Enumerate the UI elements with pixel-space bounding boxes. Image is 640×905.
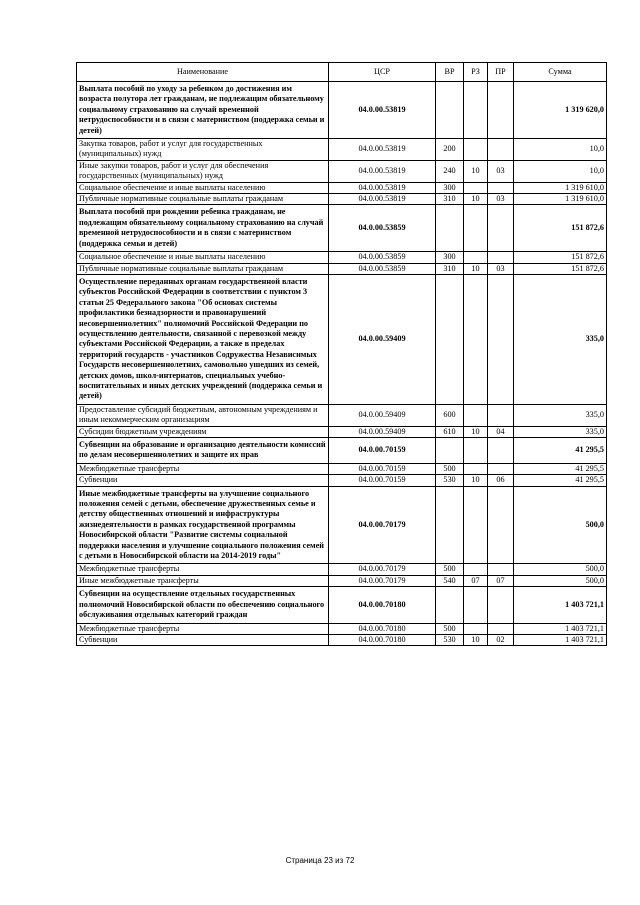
- cell-vr: 540: [436, 575, 464, 586]
- cell-name: Выплата пособий по уходу за ребенком до достижения им возраста полутора лет гражданам, не подлежащим обязательному социальному страхованию на случай временной нетрудоспособности и в связи с материнством (поддержка семьи и детей): [77, 82, 329, 139]
- cell-vr: 500: [436, 564, 464, 575]
- cell-vr: [436, 82, 464, 139]
- cell-name: Социальное обеспечение и иные выплаты населению: [77, 252, 329, 263]
- cell-rz: [464, 486, 488, 564]
- cell-pr: [488, 182, 514, 193]
- cell-csr: 04.0.00.53859: [329, 263, 436, 274]
- cell-pr: [488, 274, 514, 404]
- cell-pr: [488, 139, 514, 161]
- cell-name: Иные межбюджетные трансферты на улучшение социального положения семей с детьми, обеспечение дружественных семье и детству общественных отношений и инфраструктуры жизнедеятельности в рамках государственной программы Новосибирской области "Развитие системы социальной поддержки населения и улучшение социального положения семей с детьми в Новосибирской области на 2014-2019 годы": [77, 486, 329, 564]
- cell-sum: 1 403 721,1: [514, 623, 607, 634]
- table-row: [77, 426, 607, 437]
- cell-vr: 500: [436, 623, 464, 634]
- header-vr: ВР: [436, 63, 464, 82]
- cell-sum: 1 319 610,0: [514, 194, 607, 205]
- cell-pr: 03: [488, 160, 514, 182]
- table-row: [77, 274, 607, 404]
- cell-sum: 335,0: [514, 426, 607, 437]
- cell-name: Субвенции: [77, 475, 329, 486]
- cell-rz: [464, 404, 488, 426]
- cell-rz: [464, 139, 488, 161]
- cell-sum: 335,0: [514, 274, 607, 404]
- cell-pr: 03: [488, 194, 514, 205]
- cell-vr: [436, 486, 464, 564]
- cell-vr: 240: [436, 160, 464, 182]
- table-row: [77, 252, 607, 263]
- cell-sum: 41 295,5: [514, 475, 607, 486]
- header-name: Наименование: [77, 63, 329, 82]
- table-row: [77, 139, 607, 161]
- cell-pr: 03: [488, 263, 514, 274]
- cell-rz: [464, 205, 488, 252]
- cell-csr: 04.0.00.59409: [329, 404, 436, 426]
- cell-rz: 10: [464, 263, 488, 274]
- cell-csr: 04.0.00.53819: [329, 160, 436, 182]
- cell-csr: 04.0.00.59409: [329, 274, 436, 404]
- cell-sum: 1 403 721,1: [514, 634, 607, 645]
- cell-pr: 04: [488, 426, 514, 437]
- cell-vr: 530: [436, 475, 464, 486]
- cell-csr: 04.0.00.53819: [329, 139, 436, 161]
- cell-pr: 02: [488, 634, 514, 645]
- cell-name: Межбюджетные трансферты: [77, 463, 329, 474]
- cell-sum: 151 872,6: [514, 252, 607, 263]
- cell-pr: [488, 486, 514, 564]
- cell-csr: 04.0.00.53859: [329, 205, 436, 252]
- cell-rz: 10: [464, 426, 488, 437]
- cell-name: Публичные нормативные социальные выплаты гражданам: [77, 194, 329, 205]
- cell-name: Закупка товаров, работ и услуг для государственных (муниципальных) нужд: [77, 139, 329, 161]
- cell-vr: 200: [436, 139, 464, 161]
- cell-vr: 310: [436, 194, 464, 205]
- cell-rz: [464, 623, 488, 634]
- cell-name: Межбюджетные трансферты: [77, 623, 329, 634]
- table-row: [77, 463, 607, 474]
- cell-csr: 04.0.00.70159: [329, 475, 436, 486]
- cell-sum: 500,0: [514, 575, 607, 586]
- table-row: [77, 575, 607, 586]
- cell-name: Публичные нормативные социальные выплаты гражданам: [77, 263, 329, 274]
- cell-sum: 335,0: [514, 404, 607, 426]
- cell-name: Социальное обеспечение и иные выплаты населению: [77, 182, 329, 193]
- cell-pr: [488, 205, 514, 252]
- cell-pr: [488, 438, 514, 464]
- cell-name: Иные закупки товаров, работ и услуг для обеспечения государственных (муниципальных) нужд: [77, 160, 329, 182]
- cell-pr: [488, 404, 514, 426]
- cell-rz: [464, 564, 488, 575]
- cell-sum: 10,0: [514, 139, 607, 161]
- page-number: Страница 23 из 72: [285, 856, 355, 865]
- cell-csr: 04.0.00.70180: [329, 623, 436, 634]
- cell-csr: 04.0.00.53819: [329, 194, 436, 205]
- table-row: [77, 82, 607, 139]
- cell-sum: 500,0: [514, 486, 607, 564]
- cell-csr: 04.0.00.70159: [329, 438, 436, 464]
- table-row: [77, 194, 607, 205]
- cell-csr: 04.0.00.70179: [329, 564, 436, 575]
- cell-vr: 530: [436, 634, 464, 645]
- header-sum: Сумма: [514, 63, 607, 82]
- cell-rz: [464, 463, 488, 474]
- table-row: [77, 475, 607, 486]
- cell-sum: 41 295,5: [514, 463, 607, 474]
- cell-name: Выплата пособий при рождении ребенка гражданам, не подлежащим обязательному социальному страхованию на случай временной нетрудоспособности и в связи с материнством (поддержка семьи и детей): [77, 205, 329, 252]
- cell-rz: [464, 182, 488, 193]
- cell-vr: 500: [436, 463, 464, 474]
- cell-rz: [464, 587, 488, 623]
- table-row: [77, 182, 607, 193]
- cell-pr: 06: [488, 475, 514, 486]
- cell-sum: 10,0: [514, 160, 607, 182]
- table-row: [77, 438, 607, 464]
- cell-name: Иные межбюджетные трансферты: [77, 575, 329, 586]
- cell-sum: 151 872,6: [514, 263, 607, 274]
- cell-pr: [488, 587, 514, 623]
- cell-name: Субсидии бюджетным учреждениям: [77, 426, 329, 437]
- table-row: [77, 205, 607, 252]
- cell-sum: 151 872,6: [514, 205, 607, 252]
- header-rz: РЗ: [464, 63, 488, 82]
- cell-vr: [436, 587, 464, 623]
- cell-csr: 04.0.00.53819: [329, 82, 436, 139]
- cell-csr: 04.0.00.70179: [329, 575, 436, 586]
- cell-name: Межбюджетные трансферты: [77, 564, 329, 575]
- cell-name: Предоставление субсидий бюджетным, автономным учреждениям и иным некоммерческим организациям: [77, 404, 329, 426]
- cell-rz: 07: [464, 575, 488, 586]
- cell-vr: 300: [436, 182, 464, 193]
- table-row: [77, 263, 607, 274]
- cell-pr: [488, 463, 514, 474]
- cell-name: Субвенции на образование и организацию деятельности комиссий по делам несовершеннолетних и защите их прав: [77, 438, 329, 464]
- cell-rz: [464, 252, 488, 263]
- cell-name: Осуществление переданных органам государственной власти субъектов Российской Федерации в соответствии с пунктом 3 статьи 25 Федерального закона "Об основах системы профилактики безнадзорности и правонарушений несовершеннолетних" полномочий Российской Федерации по осуществлению деятельности, связанной с перевозкой между субъектами Российской Федерации, а также в пределах территорий государств - участников Содружества Независимых Государств несовершеннолетних, самовольно ушедших из семей, детских домов, школ-интернатов, специальных учебно-воспитательных и иных детских учреждений (поддержка семьи и детей): [77, 274, 329, 404]
- cell-sum: 41 295,5: [514, 438, 607, 464]
- table-row: [77, 623, 607, 634]
- cell-sum: 1 403 721,1: [514, 587, 607, 623]
- cell-pr: 07: [488, 575, 514, 586]
- cell-vr: [436, 205, 464, 252]
- table-row: [77, 160, 607, 182]
- header-pr: ПР: [488, 63, 514, 82]
- table-header-row: [77, 63, 607, 82]
- cell-csr: 04.0.00.59409: [329, 426, 436, 437]
- cell-vr: 600: [436, 404, 464, 426]
- cell-rz: 10: [464, 634, 488, 645]
- table-row: [77, 404, 607, 426]
- cell-pr: [488, 623, 514, 634]
- cell-rz: 10: [464, 160, 488, 182]
- cell-vr: [436, 438, 464, 464]
- cell-csr: 04.0.00.70180: [329, 634, 436, 645]
- table-row: [77, 634, 607, 645]
- cell-rz: [464, 82, 488, 139]
- cell-csr: 04.0.00.53819: [329, 182, 436, 193]
- cell-rz: [464, 274, 488, 404]
- cell-sum: 500,0: [514, 564, 607, 575]
- cell-pr: [488, 564, 514, 575]
- table-row: [77, 564, 607, 575]
- cell-vr: 300: [436, 252, 464, 263]
- table-row: [77, 587, 607, 623]
- cell-rz: 10: [464, 475, 488, 486]
- cell-vr: 610: [436, 426, 464, 437]
- table-body: [77, 82, 607, 646]
- header-csr: ЦСР: [329, 63, 436, 82]
- cell-csr: 04.0.00.70180: [329, 587, 436, 623]
- cell-csr: 04.0.00.53859: [329, 252, 436, 263]
- cell-vr: [436, 274, 464, 404]
- cell-pr: [488, 252, 514, 263]
- cell-pr: [488, 82, 514, 139]
- cell-csr: 04.0.00.70179: [329, 486, 436, 564]
- budget-table: [76, 62, 607, 646]
- cell-rz: [464, 438, 488, 464]
- cell-sum: 1 319 610,0: [514, 182, 607, 193]
- cell-name: Субвенции на осуществление отдельных государственных полномочий Новосибирской области по обеспечению социального обслуживания отдельных категорий граждан: [77, 587, 329, 623]
- cell-sum: 1 319 620,0: [514, 82, 607, 139]
- cell-vr: 310: [436, 263, 464, 274]
- cell-rz: 10: [464, 194, 488, 205]
- table-row: [77, 486, 607, 564]
- cell-csr: 04.0.00.70159: [329, 463, 436, 474]
- cell-name: Субвенции: [77, 634, 329, 645]
